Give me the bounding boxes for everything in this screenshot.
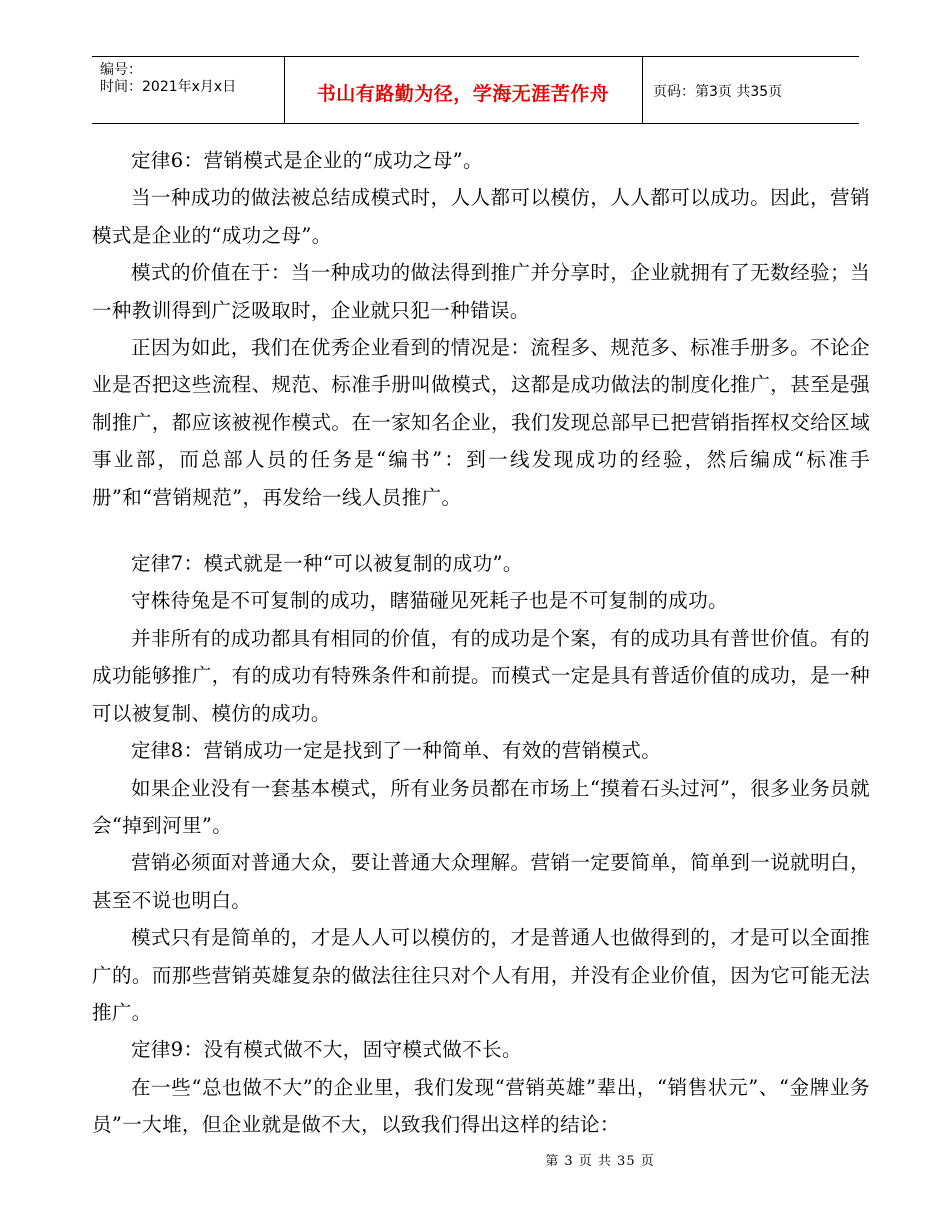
body-paragraph: 当一种成功的做法被总结成模式时，人人都可以模仿，人人都可以成功。因此，营销模式是企业的“成功之母”。 bbox=[92, 186, 870, 247]
page-footer bbox=[0, 1150, 950, 1169]
law-8-heading: 定律8：营销成功一定是找到了一种简单、有效的营销模式。 bbox=[131, 739, 662, 763]
document-number-label: 编号： bbox=[100, 62, 142, 78]
body-paragraph: 正因为如此，我们在优秀企业看到的情况是：流程多、规范多、标准手册多。不论企业是否把这些流程、规范、标准手册叫做模式，这都是成功做法的制度化推广，甚至是强制推广，都应该被视作模式。在一家知名企业，我们发现总部早已把营销指挥权交给区域事业部，而总部人员的任务是“编书”：到一线发现成功的经验，然后编成“标准手册”和“营销规范”，再发给一线人员推广。 bbox=[92, 336, 870, 509]
document-body bbox=[92, 142, 870, 1144]
body-paragraph: 模式的价值在于：当一种成功的做法得到推广并分享时，企业就拥有了无数经验；当一种教训得到广泛吸取时，企业就只犯一种错误。 bbox=[92, 261, 870, 322]
body-paragraph: 营销必须面对普通大众，要让普通大众理解。营销一定要简单，简单到一说就明白，甚至不说也明白。 bbox=[92, 851, 870, 912]
header-motto: 书山有路勤为径，学海无涯苦作舟 bbox=[316, 83, 610, 105]
body-paragraph: 模式只有是简单的，才是人人可以模仿的，才是普通人也做得到的，才是可以全面推广的。而那些营销英雄复杂的做法往往只对个人有用，并没有企业价值，因为它可能无法推广。 bbox=[92, 926, 870, 1024]
document-time-label: 时间：2021年x月x日 bbox=[100, 79, 237, 95]
header-motto-cell bbox=[284, 57, 643, 123]
body-paragraph: 在一些“总也做不大”的企业里，我们发现“营销英雄”辈出，“销售状元”、“金牌业务员”一大堆，但企业就是做不大，以致我们得出这样的结论： bbox=[92, 1075, 870, 1137]
footer-page-number: 第 3 页 共 35 页 bbox=[545, 1154, 655, 1169]
body-paragraph: 并非所有的成功都具有相同的价值，有的成功是个案，有的成功具有普世价值。有的成功能够推广，有的成功有特殊条件和前提。而模式一定是具有普适价值的成功，是一种可以被复制、模仿的成功。 bbox=[92, 626, 870, 725]
body-paragraph: 如果企业没有一套基本模式，所有业务员都在市场上“摸着石头过河”，很多业务员就会“掉到河里”。 bbox=[92, 776, 870, 837]
law-6-heading: 定律6：营销模式是企业的“成功之母”。 bbox=[131, 149, 483, 172]
paragraph-gap bbox=[92, 516, 870, 545]
law-7-heading: 定律7：模式就是一种“可以被复制的成功”。 bbox=[131, 552, 523, 576]
header-meta-cell bbox=[92, 57, 285, 123]
body-paragraph: 守株待兔是不可复制的成功，瞎猫碰见死耗子也是不可复制的成功。 bbox=[131, 589, 729, 613]
law-9-heading: 定律9：没有模式做不大，固守模式做不长。 bbox=[131, 1038, 522, 1062]
page-header bbox=[92, 56, 859, 124]
header-page-info: 页码：第3页 共35页 bbox=[653, 84, 783, 100]
header-page-cell bbox=[643, 57, 859, 123]
